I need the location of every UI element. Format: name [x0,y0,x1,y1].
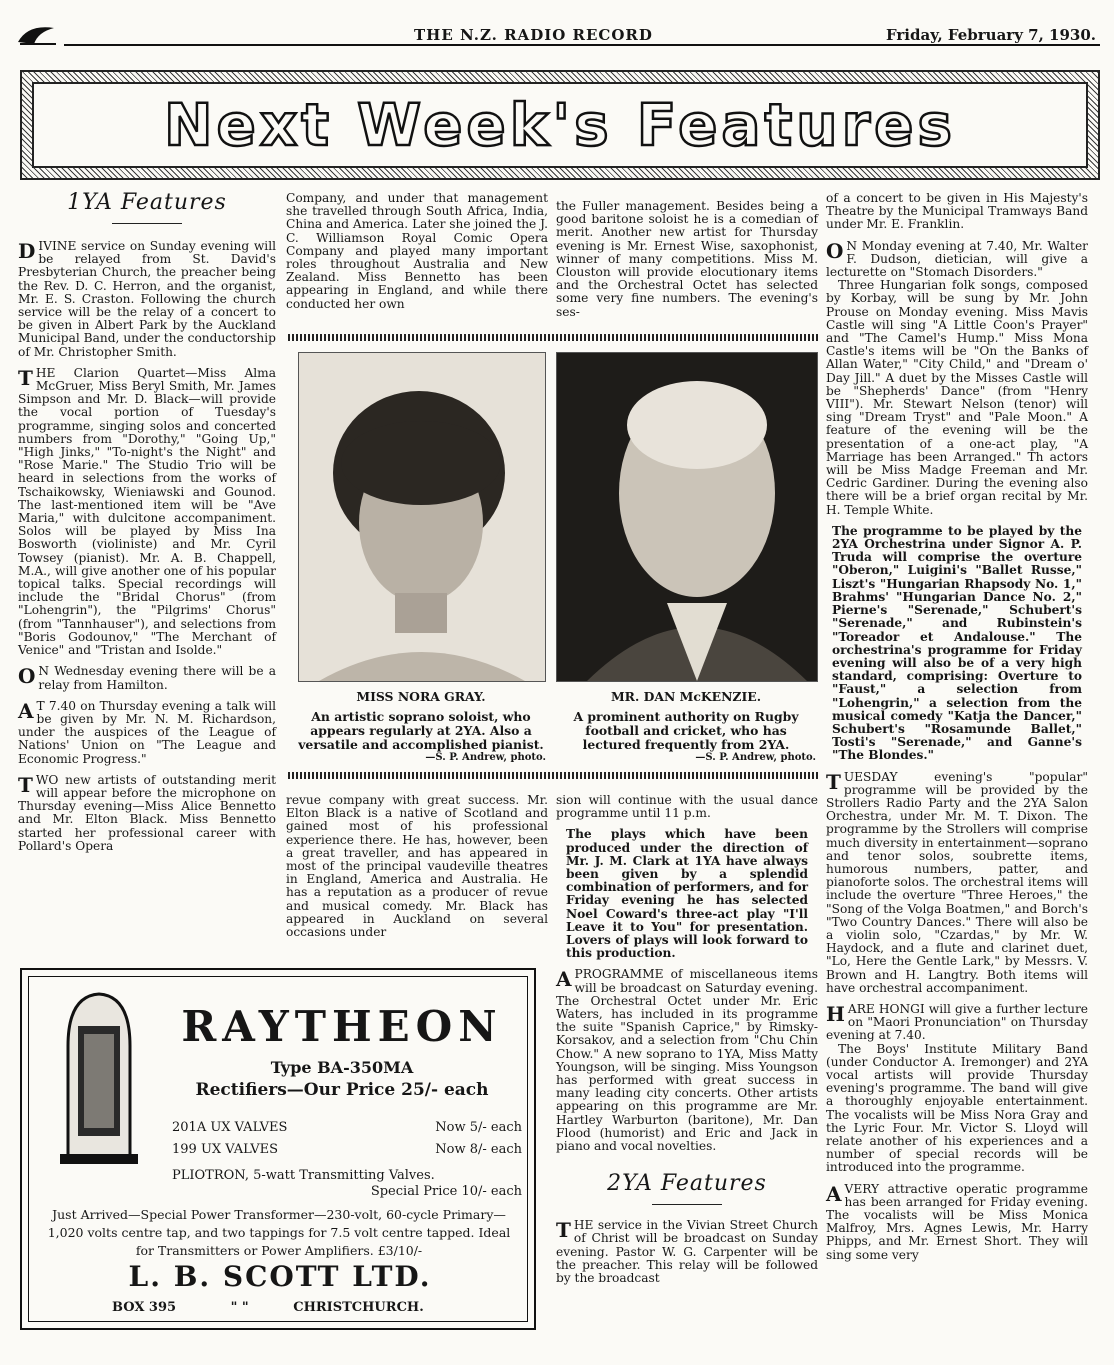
article-paragraph: ON Monday evening at 7.40, Mr. Walter F. Dudson, dietician, will give a lecturette on "Stomach Disorders." [826,238,1088,280]
ad-special-price: Special Price 10/- each [370,1184,522,1199]
caption-nora-gray [296,690,546,763]
item-name: 199 UX VALVES [172,1142,279,1157]
column-4 [826,192,1088,1262]
fern-logo-icon [14,22,58,48]
article-paragraph: AVERY attractive operatic programme has been arranged for Friday evening. The vocalists will be Miss Monica Malfroy, Mrs. Agnes Lewis, Mr. Harry Phipps, and Mr. Ernest Short. They will sing some very [826,1181,1088,1262]
col3-top-text: the Fuller management. Besides being a good baritone soloist he is a comedian of merit. Another new artist for Thursday evening is Mr. Ernest Wise, saxophonist, winner of many competitions. Miss M. Clouston will provide elocutionary items and the Orchestral Octet has selected some very fine numbers. The evening's ses- [556,199,818,319]
article-paragraph: sion will continue with the usual dance programme until 11 p.m. [556,793,818,821]
column-3-lower [556,794,818,1285]
article-paragraph: TUESDAY evening's "popular" programme will be provided by the Strollers Radio Party and the 2YA Salon Orchestra, under Mr. M. T. Dixon. The programme by the Strollers will comprise much diversity in entertainment—soprano and tenor solos, soubrette items, humorous numbers, patter, and pianoforte solos. The orchestral items will include the overture "Three Heroes," the "Song of the Volga Boatmen," and Borch's "Two Country Dances." There will also be a violin solo, "Czardas," by Mr. W. Haydock, and a flute and clarinet duet, "Lo, Here the Gentle Lark," by Messrs. V. Brown and H. Langtry. Both items will have orchestral accompaniment. [826,769,1088,995]
2ya-heading: 2YA Features [607,1171,767,1197]
caption-text: An artistic soprano soloist, who appears regularly at 2YA. Also a versatile and accomplished pianist. [298,709,544,752]
article-paragraph: DIVINE service on Sunday evening will be relayed from St. David's Presbyterian Church, the preacher being the Rev. D. C. Herron, and the organist, Mr. E. S. Craston. Following the church service will be the relay of a concert to be given in Albert Park by the Auckland Municipal Band, under the conductorship of Mr. Christopher Smith. [18,239,276,359]
banner-title: Next Week's Features [163,91,957,159]
ad-ditto: " " [230,1300,249,1315]
article-paragraph: THE Clarion Quartet—Miss Alma McGruer, Miss Beryl Smith, Mr. James Simpson and Mr. D. Black—will provide the vocal portion of Tuesday's programme, singing solos and concerted numbers from "Dorothy," "Going Up," "High Jinks," "To-night's the Night" and "Rose Marie." The Studio Trio will be heard in selections from the works of Tschaikowsky, Wieniawski and Gounod. The last-mentioned item will be "Ave Maria," with dulcitone accompaniment. Solos will be played by Miss Ina Bosworth (violiniste) and Mr. Cyril Towsey (pianist). Mr. A. B. Chappell, M.A., will give another one of his popular topical talks. Special recordings will include the "Bridal Chorus" (from "Lohengrin"), the "Pilgrims' Chorus" (from "Tannhauser"), and selections from "Boris Godounov," "The Merchant of Venice" and "Tristan and Isolde." [18,365,276,658]
article-paragraph: Three Hungarian folk songs, composed by Korbay, will be sung by Mr. John Prouse on Monday evening. Miss Mavis Castle will sing "A Little Coon's Prayer" and "The Camel's Hump." Miss Mona Castle's items will be "On the Banks of Allan Water," "City Child," and "Dream o' Day Jill." A duet by the Misses Castle will be "Shepherds' Dance" (from "Henry VIII"). Mr. Stewart Nelson (tenor) will sing "Dream Tryst" and "Pale Moon." A feature of the evening will be the presentation of a one-act play, "A Marriage has been Arranged." Th actors will be Miss Madge Freeman and Mr. Cedric Gardiner. During the evening also there will be a brief organ recital by Mr. H. Temple White. [826,278,1088,517]
publication-title: THE N.Z. RADIO RECORD [414,26,653,44]
ad-price-row [172,1120,522,1135]
ad-pliotron: PLIOTRON, 5-watt Transmitting Valves. [172,1168,435,1183]
caption-dan-mckenzie [556,690,816,763]
ad-address [112,1300,472,1315]
dan-mckenzie-photo [556,352,818,682]
photo-top-rule [288,334,818,341]
caption-name: MISS NORA GRAY. [356,689,486,704]
banner-inner [32,82,1088,168]
raytheon-advertisement [20,968,536,1330]
photo-credit: —S. P. Andrew, photo. [695,752,816,763]
ad-price-row [172,1142,522,1157]
portrait-man-icon [557,353,817,681]
portrait-woman-icon [299,353,545,681]
caption-text: A prominent authority on Rugby football and cricket, who has lectured frequently from 2YA. [573,709,799,752]
caption-name: MR. DAN McKENZIE. [610,689,762,704]
ad-just-arrived: Just Arrived—Special Power Transformer—230-volt, 60-cycle Primary—1,020 volts centre tap, and two tappings for 7.5 volt centre tapped. Ideal for Transmitters or Power Amplifiers. £3/10/- [47,1207,511,1258]
1ya-heading: 1YA Features [67,190,227,215]
valve-tube-icon [40,986,158,1166]
header-rule [64,44,1100,46]
col2-top-text: Company, and under that management she travelled through South Africa, India, China and America. Later she joined the J. C. Williamson Royal Comic Opera Company and played many important roles throughout Australia and New Zealand. Miss Bennetto has been appearing in England, and while there conducted her own [286,191,548,311]
ad-city: CHRISTCHURCH. [293,1300,424,1315]
ad-type: Type BA-350MA [270,1058,414,1077]
article-paragraph: The plays which have been produced under the direction of Mr. J. M. Clark at 1YA have always been given by a splendid combination of performers, and for Friday evening he has selected Noel Coward's three-act play "I'll Leave it to You" for presentation. Lovers of plays will look forward to this production. [566,827,808,961]
article-paragraph: HARE HONGI will give a further lecture on "Maori Pronunciation" on Thursday evening at 7.40. [826,1001,1088,1043]
article-paragraph: TWO new artists of outstanding merit will appear before the microphone on Thursday evening—Miss Alice Bennetto and Mr. Elton Black. Miss Bennetto started her professional career with Pollard's Opera [18,772,276,853]
issue-date: Friday, February 7, 1930. [886,26,1096,44]
ad-company: L. B. SCOTT LTD. [128,1260,432,1293]
article-paragraph: THE service in the Vivian Street Church of Christ will be broadcast on Sunday evening. Pastor W. G. Carpenter will be the preacher. This relay will be followed by the broadcast [556,1218,818,1286]
item-price: Now 5/- each [435,1120,522,1135]
column-1 [18,190,276,853]
article-paragraph: of a concert to be given in His Majesty's Theatre by the Municipal Tramways Band under Mr. E. Franklin. [826,191,1088,232]
ad-box: BOX 395 [112,1300,177,1315]
page-header [14,22,1100,48]
item-price: Now 8/- each [435,1142,522,1157]
article-paragraph: AT 7.40 on Thursday evening a talk will be given by Mr. N. M. Richardson, under the auspices of the League of Nations' Union on "The League and Economic Progress." [18,698,276,766]
article-paragraph: APROGRAMME of miscellaneous items will be broadcast on Saturday evening. The Orchestral Octet under Mr. Eric Waters, has included in its programme the suite "Spanish Caprice," by Rimsky-Korsakov, and a selection from "Chu Chin Chow." A new soprano to 1YA, Miss Matty Youngson, will be singing. Miss Youngson has performed with great success in many leading city concerts. Other artists appearing on this programme are Mr. Hartley Warburton (baritone), Mr. Dan Flood (humorist) and Eric and Jack in piano and vocal novelties. [556,967,818,1154]
col2-mid-text: revue company with great success. Mr. Elton Black is a native of Scotland and gained most of his professional experience there. He has, however, been a great traveller, and has appeared in most of the principal vaudeville theatres in England, America and Australia. He has a reputation as a producer of revue and musical comedy. Mr. Black has appeared in Auckland on several occasions under [286,793,548,940]
ad-brand: RAYTHEON [181,1002,503,1051]
photo-credit: —S. P. Andrew, photo. [425,752,546,763]
ad-rectifiers: Rectifiers—Our Price 25/- each [195,1080,489,1100]
features-banner [20,70,1100,180]
item-name: 201A UX VALVES [172,1120,288,1135]
article-paragraph: ON Wednesday evening there will be a relay from Hamilton. [18,664,276,692]
article-paragraph: The Boys' Institute Military Band (under Conductor A. Iremonger) and 2YA vocal artists will provide Thursday evening's programme. The band will give a thoroughly enjoyable entertainment. The vocalists will be Miss Nora Gray and the Lyric Four. Mr. Victor S. Lloyd will relate another of his experiences and a number of special records will be introduced into the programme. [826,1041,1088,1175]
nora-gray-photo [298,352,546,682]
article-paragraph: The programme to be played by the 2YA Orchestrina under Signor A. P. Truda will comprise the overture "Oberon," Luigini's "Ballet Russe," Liszt's "Hungarian Rhapsody No. 1," Brahms' "Hungarian Dance No. 2," Pierne's "Serenade," Schubert's "Serenade," and Rubinstein's "Toreador et Andalouse." The orchestrina's programme for Friday evening will also be of a very high standard, comprising: Overture to "Faust," a selection from "Lohengrin," a selection from the musical comedy "Katja the Dancer," Schubert's "Rosamunde Ballet," Tosti's "Serenade," and Ganne's "The Blondes." [832,523,1082,763]
photo-bottom-rule [288,772,818,779]
